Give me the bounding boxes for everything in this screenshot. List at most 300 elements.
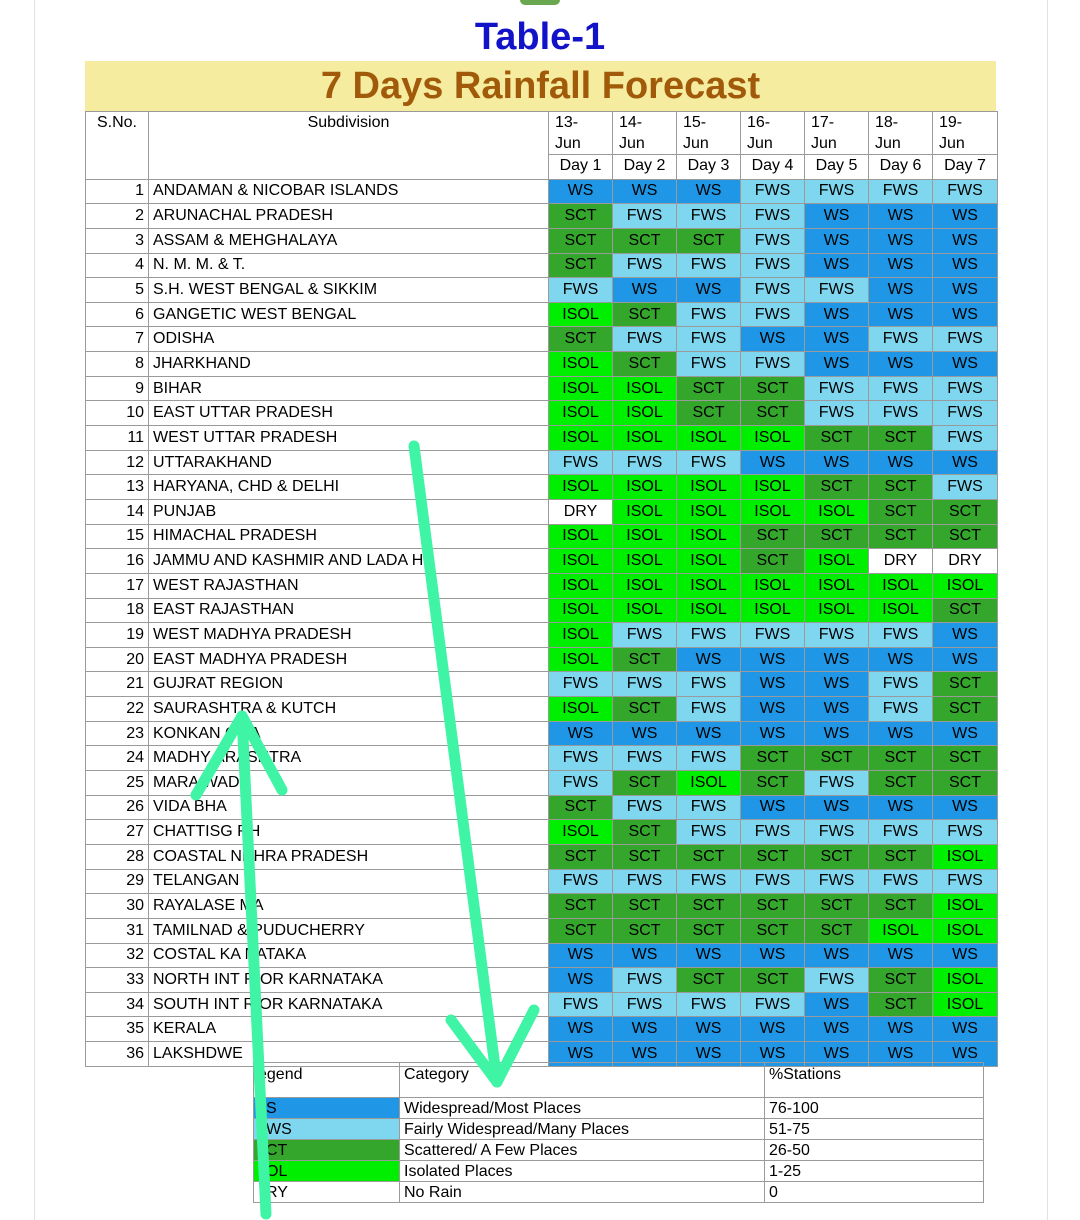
- table-row: [86, 426, 998, 451]
- legend-category: Widespread/Most Places: [400, 1098, 765, 1119]
- row-number: 6: [86, 302, 149, 327]
- subdivision-name: GUJRAT REGION: [149, 672, 549, 697]
- header-date-5: 17- Jun: [805, 112, 869, 155]
- row-number: 18: [86, 598, 149, 623]
- header-day-1: Day 1: [549, 155, 613, 180]
- table-row: [86, 672, 998, 697]
- forecast-cell: FWS: [933, 327, 998, 352]
- header-date-7: 19- Jun: [933, 112, 998, 155]
- forecast-cell: ISOL: [613, 426, 677, 451]
- forecast-cell: SCT: [613, 894, 677, 919]
- forecast-cell: ISOL: [677, 771, 741, 796]
- forecast-cell: WS: [613, 278, 677, 303]
- header-sno: S.No.: [86, 112, 149, 180]
- forecast-cell: FWS: [869, 401, 933, 426]
- forecast-cell: WS: [741, 647, 805, 672]
- row-number: 25: [86, 771, 149, 796]
- forecast-cell: WS: [869, 278, 933, 303]
- forecast-cell: WS: [933, 795, 998, 820]
- forecast-cell: SCT: [613, 647, 677, 672]
- forecast-cell: SCT: [549, 918, 613, 943]
- forecast-cell: WS: [933, 278, 998, 303]
- subdivision-name: LAKSHDWE: [149, 1042, 549, 1067]
- forecast-cell: WS: [869, 647, 933, 672]
- forecast-cell: WS: [933, 253, 998, 278]
- subdivision-name: WEST MADHYA PRADESH: [149, 623, 549, 648]
- table-title: Table-1: [474, 16, 606, 58]
- legend-stations: 51-75: [765, 1119, 984, 1140]
- forecast-cell: DRY: [549, 499, 613, 524]
- forecast-cell: SCT: [741, 549, 805, 574]
- table-row: [86, 302, 998, 327]
- forecast-cell: SCT: [677, 228, 741, 253]
- forecast-cell: FWS: [933, 401, 998, 426]
- forecast-cell: DRY: [933, 549, 998, 574]
- subdivision-name: WEST RAJASTHAN: [149, 573, 549, 598]
- forecast-cell: SCT: [677, 894, 741, 919]
- table-row: [86, 549, 998, 574]
- forecast-cell: WS: [549, 968, 613, 993]
- forecast-cell: WS: [677, 721, 741, 746]
- forecast-cell: WS: [677, 1042, 741, 1067]
- forecast-cell: WS: [933, 302, 998, 327]
- forecast-cell: FWS: [677, 623, 741, 648]
- forecast-cell: SCT: [869, 499, 933, 524]
- legend-stations: 1-25: [765, 1161, 984, 1182]
- table-row: [86, 844, 998, 869]
- forecast-cell: SCT: [933, 598, 998, 623]
- subdivision-name: PUNJAB: [149, 499, 549, 524]
- forecast-cell: WS: [869, 1042, 933, 1067]
- forecast-cell: FWS: [933, 820, 998, 845]
- forecast-cell: ISOL: [805, 573, 869, 598]
- row-number: 17: [86, 573, 149, 598]
- forecast-cell: ISOL: [613, 524, 677, 549]
- forecast-cell: SCT: [613, 844, 677, 869]
- forecast-cell: FWS: [741, 869, 805, 894]
- forecast-cell: SCT: [613, 771, 677, 796]
- table-row: [86, 918, 998, 943]
- forecast-cell: SCT: [613, 697, 677, 722]
- forecast-cell: SCT: [805, 894, 869, 919]
- forecast-table-body: [86, 179, 998, 1066]
- subdivision-name: UTTARAKHAND: [149, 450, 549, 475]
- forecast-cell: WS: [805, 204, 869, 229]
- subdivision-name: ODISHA: [149, 327, 549, 352]
- forecast-cell: SCT: [613, 820, 677, 845]
- forecast-cell: FWS: [677, 795, 741, 820]
- forecast-cell: FWS: [613, 869, 677, 894]
- forecast-cell: WS: [613, 179, 677, 204]
- forecast-cell: WS: [805, 327, 869, 352]
- forecast-cell: FWS: [869, 376, 933, 401]
- forecast-cell: FWS: [613, 253, 677, 278]
- forecast-cell: WS: [741, 450, 805, 475]
- forecast-cell: WS: [869, 228, 933, 253]
- header-date-3: 15- Jun: [677, 112, 741, 155]
- forecast-cell: FWS: [933, 376, 998, 401]
- forecast-cell: SCT: [805, 524, 869, 549]
- forecast-cell: SCT: [933, 499, 998, 524]
- forecast-cell: FWS: [613, 795, 677, 820]
- forecast-cell: WS: [805, 647, 869, 672]
- stations-header: %Stations: [765, 1063, 984, 1098]
- forecast-cell: WS: [933, 623, 998, 648]
- forecast-cell: FWS: [549, 672, 613, 697]
- forecast-cell: ISOL: [549, 426, 613, 451]
- forecast-cell: FWS: [869, 327, 933, 352]
- forecast-cell: FWS: [677, 992, 741, 1017]
- table-row: [86, 943, 998, 968]
- subdivision-name: GANGETIC WEST BENGAL: [149, 302, 549, 327]
- forecast-cell: ISOL: [677, 524, 741, 549]
- forecast-cell: WS: [933, 943, 998, 968]
- forecast-cell: FWS: [805, 623, 869, 648]
- forecast-cell: SCT: [549, 795, 613, 820]
- table-row: [86, 992, 998, 1017]
- forecast-cell: FWS: [549, 746, 613, 771]
- row-number: 15: [86, 524, 149, 549]
- forecast-cell: ISOL: [805, 549, 869, 574]
- forecast-table: [85, 111, 998, 1067]
- forecast-cell: SCT: [741, 968, 805, 993]
- forecast-cell: WS: [613, 943, 677, 968]
- forecast-cell: SCT: [805, 426, 869, 451]
- forecast-cell: WS: [933, 204, 998, 229]
- forecast-cell: ISOL: [549, 623, 613, 648]
- logo-fragment: [520, 0, 560, 5]
- subdivision-name: ANDAMAN & NICOBAR ISLANDS: [149, 179, 549, 204]
- forecast-cell: ISOL: [549, 475, 613, 500]
- row-number: 20: [86, 647, 149, 672]
- forecast-cell: ISOL: [613, 598, 677, 623]
- forecast-cell: WS: [805, 302, 869, 327]
- forecast-cell: WS: [933, 228, 998, 253]
- row-number: 22: [86, 697, 149, 722]
- legend-table: [253, 1062, 984, 1203]
- table-row: [86, 746, 998, 771]
- row-number: 34: [86, 992, 149, 1017]
- subdivision-name: HARYANA, CHD & DELHI: [149, 475, 549, 500]
- subdivision-name: NORTH INT RIOR KARNATAKA: [149, 968, 549, 993]
- forecast-cell: FWS: [677, 253, 741, 278]
- forecast-cell: FWS: [677, 450, 741, 475]
- forecast-cell: FWS: [549, 771, 613, 796]
- table-row: [86, 795, 998, 820]
- forecast-cell: FWS: [677, 672, 741, 697]
- subdivision-name: VIDA BHA: [149, 795, 549, 820]
- forecast-cell: FWS: [805, 968, 869, 993]
- table-row: [86, 869, 998, 894]
- forecast-cell: WS: [741, 943, 805, 968]
- forecast-cell: SCT: [741, 746, 805, 771]
- forecast-cell: WS: [805, 697, 869, 722]
- forecast-cell: ISOL: [933, 573, 998, 598]
- subdivision-name: MARA WAD: [149, 771, 549, 796]
- forecast-cell: SCT: [933, 672, 998, 697]
- subdivision-name: TELANGAN: [149, 869, 549, 894]
- legend-category: Fairly Widespread/Many Places: [400, 1119, 765, 1140]
- table-row: [86, 968, 998, 993]
- table-row: [86, 721, 998, 746]
- forecast-cell: SCT: [549, 228, 613, 253]
- forecast-cell: ISOL: [869, 598, 933, 623]
- forecast-cell: FWS: [933, 869, 998, 894]
- legend-swatch: S: [254, 1098, 400, 1119]
- forecast-cell: SCT: [677, 968, 741, 993]
- forecast-cell: FWS: [805, 869, 869, 894]
- row-number: 24: [86, 746, 149, 771]
- forecast-cell: SCT: [741, 771, 805, 796]
- header-day-7: Day 7: [933, 155, 998, 180]
- forecast-cell: WS: [805, 992, 869, 1017]
- table-row: [86, 697, 998, 722]
- forecast-cell: ISOL: [805, 598, 869, 623]
- header-date-1: 13- Jun: [549, 112, 613, 155]
- forecast-cell: ISOL: [549, 697, 613, 722]
- forecast-cell: FWS: [741, 253, 805, 278]
- category-header: Category: [400, 1063, 765, 1098]
- subdivision-name: JHARKHAND: [149, 352, 549, 377]
- forecast-cell: SCT: [933, 771, 998, 796]
- forecast-cell: FWS: [677, 820, 741, 845]
- forecast-cell: FWS: [613, 450, 677, 475]
- row-number: 33: [86, 968, 149, 993]
- forecast-cell: WS: [549, 1042, 613, 1067]
- subdivision-name: COASTAL NDHRA PRADESH: [149, 844, 549, 869]
- forecast-cell: WS: [613, 1017, 677, 1042]
- forecast-cell: SCT: [805, 844, 869, 869]
- forecast-cell: SCT: [869, 524, 933, 549]
- row-number: 26: [86, 795, 149, 820]
- forecast-cell: WS: [613, 721, 677, 746]
- forecast-cell: FWS: [549, 869, 613, 894]
- forecast-cell: SCT: [613, 918, 677, 943]
- forecast-cell: SCT: [869, 746, 933, 771]
- forecast-cell: WS: [933, 352, 998, 377]
- forecast-cell: SCT: [549, 844, 613, 869]
- forecast-cell: ISOL: [613, 573, 677, 598]
- subdivision-name: JAMMU AND KASHMIR AND LADA H: [149, 549, 549, 574]
- forecast-cell: WS: [741, 327, 805, 352]
- forecast-cell: WS: [933, 450, 998, 475]
- legend-stations: 26-50: [765, 1140, 984, 1161]
- forecast-cell: FWS: [613, 204, 677, 229]
- forecast-cell: FWS: [549, 992, 613, 1017]
- row-number: 8: [86, 352, 149, 377]
- forecast-cell: WS: [549, 179, 613, 204]
- forecast-cell: FWS: [869, 179, 933, 204]
- row-number: 12: [86, 450, 149, 475]
- subdivision-name: HIMACHAL PRADESH: [149, 524, 549, 549]
- forecast-cell: WS: [677, 278, 741, 303]
- subdivision-name: KONKAN GOA: [149, 721, 549, 746]
- forecast-cell: ISOL: [549, 598, 613, 623]
- header-day-4: Day 4: [741, 155, 805, 180]
- forecast-cell: FWS: [613, 327, 677, 352]
- table-row: [86, 524, 998, 549]
- forecast-cell: SCT: [869, 771, 933, 796]
- forecast-cell: SCT: [933, 524, 998, 549]
- forecast-cell: SCT: [549, 894, 613, 919]
- subdivision-name: EAST RAJASTHAN: [149, 598, 549, 623]
- forecast-cell: FWS: [805, 278, 869, 303]
- forecast-cell: ISOL: [549, 549, 613, 574]
- forecast-cell: WS: [805, 1042, 869, 1067]
- forecast-cell: WS: [677, 943, 741, 968]
- header-date-2: 14- Jun: [613, 112, 677, 155]
- forecast-cell: ISOL: [677, 475, 741, 500]
- forecast-cell: DRY: [869, 549, 933, 574]
- forecast-cell: FWS: [805, 771, 869, 796]
- forecast-cell: ISOL: [549, 401, 613, 426]
- table-row: [86, 1017, 998, 1042]
- forecast-cell: WS: [869, 352, 933, 377]
- header-subdivision: Subdivision: [149, 112, 549, 180]
- forecast-cell: FWS: [677, 204, 741, 229]
- forecast-cell: ISOL: [933, 918, 998, 943]
- forecast-cell: WS: [741, 721, 805, 746]
- forecast-cell: SCT: [869, 968, 933, 993]
- forecast-cell: SCT: [677, 401, 741, 426]
- forecast-cell: WS: [677, 1017, 741, 1042]
- header-day-2: Day 2: [613, 155, 677, 180]
- table-row: [86, 253, 998, 278]
- forecast-cell: SCT: [549, 253, 613, 278]
- forecast-cell: WS: [741, 1042, 805, 1067]
- forecast-cell: WS: [805, 450, 869, 475]
- forecast-cell: FWS: [741, 278, 805, 303]
- table-row: [86, 179, 998, 204]
- forecast-cell: ISOL: [613, 401, 677, 426]
- forecast-cell: FWS: [805, 820, 869, 845]
- table-row: [86, 327, 998, 352]
- forecast-cell: SCT: [677, 918, 741, 943]
- forecast-cell: ISOL: [869, 918, 933, 943]
- forecast-cell: SCT: [805, 918, 869, 943]
- row-number: 23: [86, 721, 149, 746]
- row-number: 27: [86, 820, 149, 845]
- row-number: 28: [86, 844, 149, 869]
- row-number: 5: [86, 278, 149, 303]
- table-row: [86, 401, 998, 426]
- row-number: 1: [86, 179, 149, 204]
- forecast-cell: SCT: [613, 302, 677, 327]
- table-row: [86, 573, 998, 598]
- forecast-cell: FWS: [741, 623, 805, 648]
- subdivision-name: CHATTISG RH: [149, 820, 549, 845]
- forecast-cell: SCT: [869, 475, 933, 500]
- forecast-cell: FWS: [677, 302, 741, 327]
- forecast-cell: FWS: [741, 302, 805, 327]
- forecast-cell: FWS: [613, 968, 677, 993]
- subdivision-name: ARUNACHAL PRADESH: [149, 204, 549, 229]
- forecast-cell: WS: [677, 179, 741, 204]
- forecast-cell: FWS: [741, 204, 805, 229]
- subdivision-name: WEST UTTAR PRADESH: [149, 426, 549, 451]
- forecast-cell: FWS: [677, 352, 741, 377]
- table-row: [86, 894, 998, 919]
- forecast-cell: WS: [869, 943, 933, 968]
- forecast-cell: FWS: [933, 426, 998, 451]
- forecast-cell: FWS: [741, 820, 805, 845]
- row-number: 19: [86, 623, 149, 648]
- forecast-cell: WS: [741, 672, 805, 697]
- table-row: [86, 204, 998, 229]
- row-number: 14: [86, 499, 149, 524]
- forecast-cell: WS: [933, 1042, 998, 1067]
- forecast-cell: ISOL: [549, 302, 613, 327]
- forecast-cell: SCT: [549, 204, 613, 229]
- forecast-cell: FWS: [677, 697, 741, 722]
- legend-row: [254, 1140, 984, 1161]
- forecast-cell: FWS: [741, 992, 805, 1017]
- forecast-cell: ISOL: [741, 475, 805, 500]
- subdivision-name: RAYALASE MA: [149, 894, 549, 919]
- legend-category: No Rain: [400, 1182, 765, 1203]
- forecast-cell: FWS: [869, 672, 933, 697]
- table-row: [86, 820, 998, 845]
- forecast-cell: SCT: [869, 426, 933, 451]
- forecast-cell: SCT: [869, 992, 933, 1017]
- forecast-cell: WS: [613, 1042, 677, 1067]
- row-number: 9: [86, 376, 149, 401]
- forecast-cell: ISOL: [869, 573, 933, 598]
- forecast-cell: FWS: [613, 746, 677, 771]
- forecast-cell: ISOL: [613, 376, 677, 401]
- legend-table-body: [254, 1063, 984, 1203]
- table-row: [86, 499, 998, 524]
- row-number: 10: [86, 401, 149, 426]
- forecast-cell: FWS: [677, 746, 741, 771]
- forecast-cell: WS: [869, 302, 933, 327]
- forecast-cell: ISOL: [805, 499, 869, 524]
- forecast-cell: SCT: [869, 844, 933, 869]
- table-row: [86, 352, 998, 377]
- table-row: [86, 475, 998, 500]
- forecast-cell: WS: [869, 795, 933, 820]
- row-number: 13: [86, 475, 149, 500]
- forecast-cell: WS: [741, 697, 805, 722]
- legend-category: Scattered/ A Few Places: [400, 1140, 765, 1161]
- table-row: [86, 450, 998, 475]
- forecast-cell: FWS: [677, 327, 741, 352]
- forecast-cell: FWS: [805, 401, 869, 426]
- subdivision-name: SOUTH INT RIOR KARNATAKA: [149, 992, 549, 1017]
- header-day-3: Day 3: [677, 155, 741, 180]
- forecast-cell: WS: [933, 647, 998, 672]
- forecast-cell: ISOL: [677, 598, 741, 623]
- forecast-cell: WS: [933, 1017, 998, 1042]
- forecast-cell: SCT: [677, 376, 741, 401]
- table-row: [86, 278, 998, 303]
- forecast-cell: SCT: [805, 475, 869, 500]
- forecast-cell: WS: [805, 795, 869, 820]
- legend-swatch: WS: [254, 1119, 400, 1140]
- subdivision-name: EAST UTTAR PRADESH: [149, 401, 549, 426]
- legend-swatch: RY: [254, 1182, 400, 1203]
- forecast-cell: ISOL: [741, 426, 805, 451]
- forecast-cell: FWS: [741, 352, 805, 377]
- forecast-cell: SCT: [741, 894, 805, 919]
- row-number: 29: [86, 869, 149, 894]
- table-row: [86, 376, 998, 401]
- legend-swatch: CT: [254, 1140, 400, 1161]
- forecast-cell: ISOL: [549, 352, 613, 377]
- forecast-cell: SCT: [741, 524, 805, 549]
- forecast-subtitle: 7 Days Rainfall Forecast: [85, 61, 996, 111]
- forecast-cell: FWS: [677, 869, 741, 894]
